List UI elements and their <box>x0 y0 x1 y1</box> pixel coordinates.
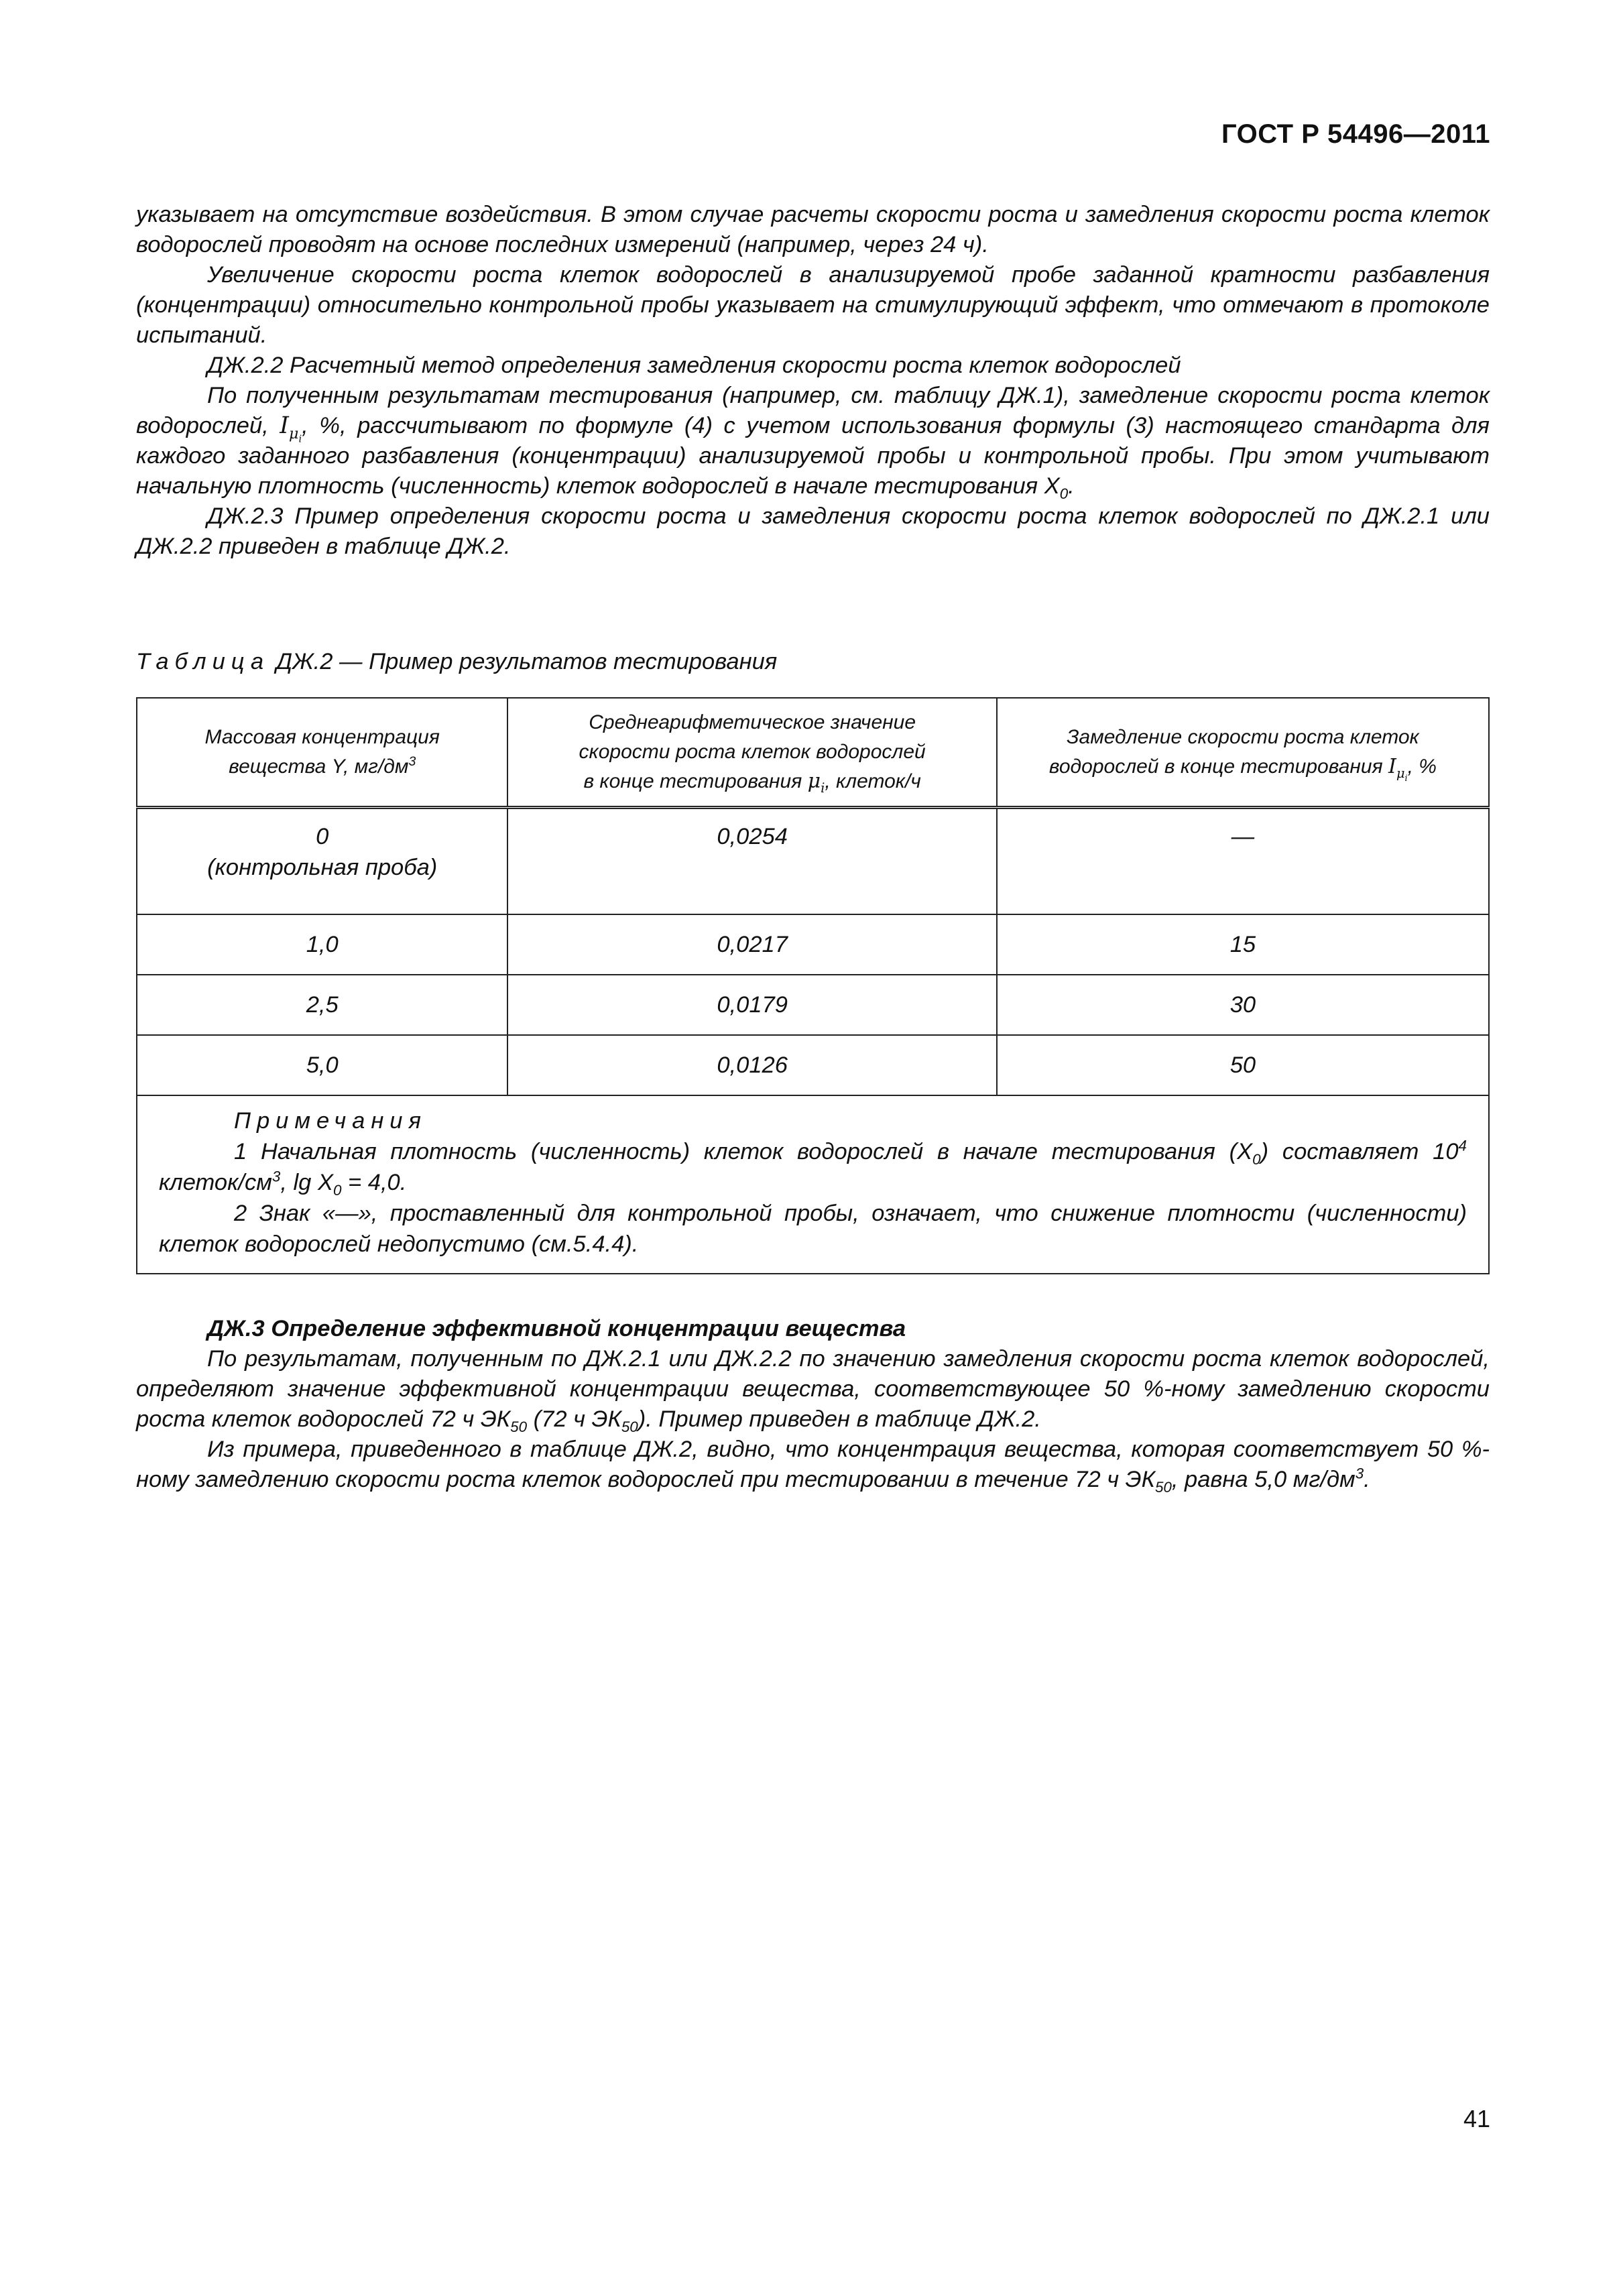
table-row <box>137 914 1489 975</box>
table-caption <box>136 649 777 675</box>
table-caption-prefix: Таблица <box>136 649 270 674</box>
note-2: 2 Знак «—», проставленный для контрольной пробы, означает, что снижение плотности (численности) клеток водорослей недопустимо (см.5.4.4). <box>159 1201 1467 1257</box>
paragraph-4: По полученным результатам тестирования (например, см. таблицу ДЖ.1), замедление скорости роста клеток водорослей, $I_{\mu_i}$, %, рассчитывают по формуле (4) с учетом использования формулы (3) настоящего стандарта для каждого заданного разбавления (концентрации) анализируемой пробы и контрольной пробы. При этом учитывают начальную плотность (численность) клеток водорослей в начале тестирования $X_0$. <box>136 383 1490 502</box>
paragraph-5: ДЖ.2.3 Пример определения скорости роста и замедления скорости роста клеток водорослей по ДЖ.2.1 или ДЖ.2.2 приведен в таблице ДЖ.2. <box>136 503 1490 559</box>
cell-concentration: 2,5 <box>137 975 507 1035</box>
paragraph-2: Увеличение скорости роста клеток водорослей в анализируемой пробе заданной кратности разбавления (концентрации) относительно контрольной пробы указывает на стимулирующий эффект, что отмечают в протоколе испытаний. <box>136 262 1490 348</box>
subclause-heading: ДЖ.2.2 Расчетный метод определения замедления скорости роста клеток водорослей <box>207 353 1181 378</box>
table-caption-text: ДЖ.2 — Пример результатов тестирования <box>269 649 778 674</box>
results-table <box>136 697 1490 1274</box>
table-row <box>137 975 1489 1035</box>
page-number: 41 <box>1463 2105 1490 2132</box>
cell-growth-rate: 0,0126 <box>507 1035 996 1095</box>
body-text <box>136 200 1490 562</box>
table-header-row <box>137 698 1489 808</box>
table-row <box>137 808 1489 915</box>
cell-concentration: 5,0 <box>137 1035 507 1095</box>
cell-concentration: 0 <box>316 824 329 849</box>
notes-title: Примечания <box>234 1108 427 1134</box>
section-paragraph-2: Из примера, приведенного в таблице ДЖ.2, видно, что концентрация вещества, которая соответствует 50 %-ному замедлению скорости роста клеток водорослей при тестировании в течение 72 ч $ЭК_{50}$, равна 5,0 $мг/дм^3$. <box>136 1437 1490 1496</box>
cell-inhibition: 50 <box>997 1035 1489 1095</box>
cell-growth-rate: 0,0254 <box>507 808 996 915</box>
paragraph-1: указывает на отсутствие воздействия. В этом случае расчеты скорости роста и замедления скорости роста клеток водорослей проводят на основе последних измерений (например, через 24 ч). <box>136 202 1490 257</box>
table-notes-row <box>137 1095 1489 1274</box>
cell-inhibition: — <box>997 808 1489 915</box>
section-dzh3 <box>136 1314 1490 1495</box>
table-row <box>137 1035 1489 1095</box>
cell-concentration-note: (контрольная проба) <box>207 855 438 880</box>
cell-growth-rate: 0,0217 <box>507 914 996 975</box>
header-concentration: Массовая концентрация вещества Y, $мг/дм^3$ <box>137 698 507 808</box>
document-standard-id: ГОСТ Р 54496—2011 <box>1221 119 1490 149</box>
header-inhibition: Замедление скорости роста клеток водорослей в конце тестирования $I_{\mu_i}$, % <box>997 698 1489 808</box>
note-1: 1 Начальная плотность (численность) клеток водорослей в начале тестирования $(X_0)$ составляет $10^4$ клеток/$см^3$, $\lg X_0 = 4,0$. <box>159 1137 1467 1199</box>
section-paragraph-1: По результатам, полученным по ДЖ.2.1 или ДЖ.2.2 по значению замедления скорости роста клеток водорослей, определяют значение эффективной концентрации вещества, соответствующее 50 %-ному замедлению скорости роста клеток водорослей 72 ч $ЭК_{50}$ (72 ч $ЭК_{50}$). Пример приведен в таблице ДЖ.2. <box>136 1346 1490 1435</box>
cell-inhibition: 30 <box>997 975 1489 1035</box>
header-growth-rate: Среднеарифметическое значение скорости роста клеток водорослей в конце тестирования $\mu_i$, клеток/ч <box>507 698 996 808</box>
cell-concentration: 1,0 <box>137 914 507 975</box>
table-notes <box>137 1095 1489 1274</box>
cell-inhibition: 15 <box>997 914 1489 975</box>
cell-growth-rate: 0,0179 <box>507 975 996 1035</box>
section-title: ДЖ.3 Определение эффективной концентрации вещества <box>207 1316 906 1341</box>
